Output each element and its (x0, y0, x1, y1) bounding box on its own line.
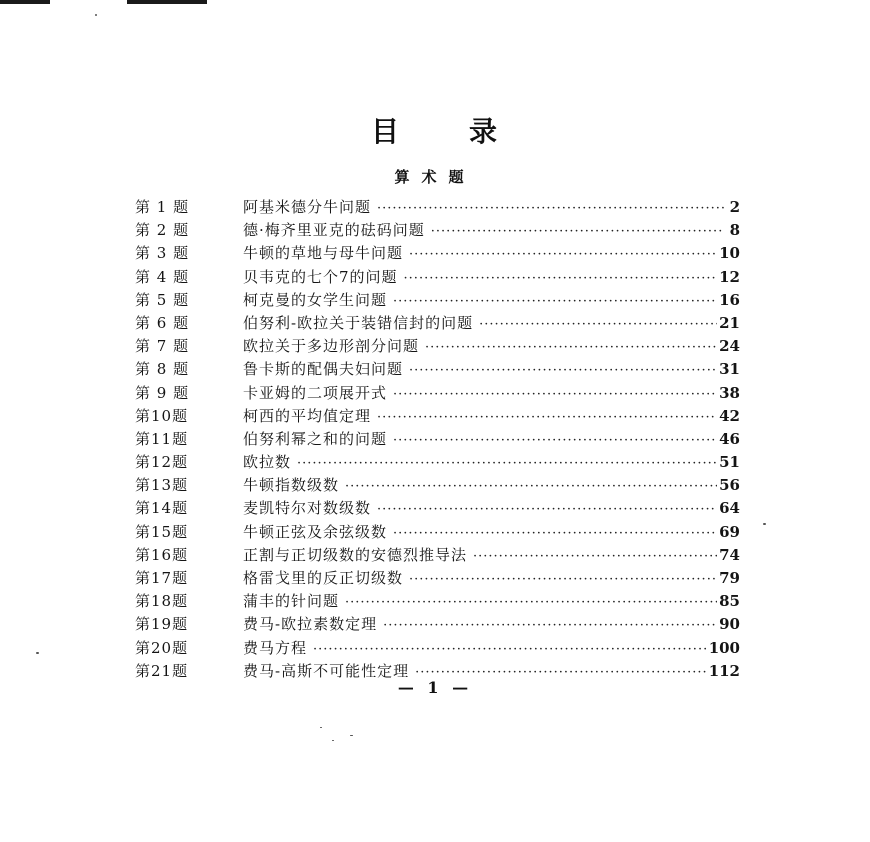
toc-entry-number: 第10题 (135, 406, 189, 425)
toc-entry-title: 麦凯特尔对数级数 (243, 499, 372, 518)
top-rule-left (0, 0, 50, 4)
toc-entry-number: 第14题 (135, 499, 189, 518)
toc-entry-page: 8 (729, 221, 740, 240)
toc-entry-title: 费马-高斯不可能性定理 (243, 661, 410, 680)
toc-entry (135, 428, 740, 451)
toc-entry-title: 柯克曼的女学生问题 (243, 290, 388, 309)
toc-entry-number: 第16题 (135, 545, 189, 564)
toc-leader-dots (409, 363, 717, 378)
scan-speck (320, 727, 322, 728)
toc-entry-title: 费马方程 (243, 638, 308, 657)
toc-entry-title: 正割与正切级数的安德烈推导法 (243, 545, 468, 564)
toc-entry-number: 第11题 (135, 429, 189, 448)
toc-entry-title: 牛顿指数级数 (243, 476, 340, 495)
toc-entry-number: 第13题 (135, 476, 189, 495)
toc-leader-dots (377, 502, 717, 517)
toc-entry-page: 24 (719, 337, 740, 356)
toc-leader-dots (393, 294, 717, 309)
toc-entry-title: 鲁卡斯的配偶夫妇问题 (243, 360, 404, 379)
toc-entry-number: 第12题 (135, 453, 189, 472)
toc-entry-page: 112 (708, 661, 740, 680)
toc-entry-number: 第15题 (135, 522, 189, 541)
toc-entry-title: 德·梅齐里亚克的砝码问题 (243, 221, 425, 240)
toc-entry-page: 46 (719, 429, 740, 448)
toc-entry-page: 2 (729, 198, 740, 216)
toc-leader-dots (409, 247, 717, 262)
toc-leader-dots (409, 572, 717, 587)
toc-entry (135, 382, 740, 405)
toc-leader-dots (393, 387, 717, 402)
toc-leader-dots (313, 642, 707, 657)
toc-entry-page: 42 (719, 406, 740, 425)
page-number: — 1 — (397, 678, 473, 697)
toc-entry-number: 第 1 题 (135, 198, 190, 216)
toc-entry-title: 阿基米德分牛问题 (243, 198, 372, 216)
toc-entry-number: 第 5 题 (135, 290, 190, 309)
toc-entry-page: 38 (719, 383, 740, 402)
scan-speck (332, 740, 334, 741)
toc-leader-dots (345, 595, 717, 610)
toc-entry-title: 蒲丰的针问题 (243, 592, 340, 611)
toc-entry (135, 637, 740, 660)
toc-entry-title: 费马-欧拉素数定理 (243, 615, 378, 634)
toc-entry-number: 第 4 题 (135, 267, 190, 286)
toc-entry-page: 79 (719, 569, 740, 587)
toc-entry-number: 第 8 题 (135, 360, 190, 379)
toc-entry-title: 卡亚姆的二项展开式 (243, 383, 388, 402)
toc-leader-dots (473, 549, 717, 564)
scan-speck (350, 735, 353, 736)
toc-entry-number: 第 9 题 (135, 383, 190, 402)
table-of-contents (135, 196, 740, 683)
toc-entry-number: 第18题 (135, 592, 189, 611)
toc-entry-title: 格雷戈里的反正切级数 (243, 569, 404, 587)
toc-entry (135, 590, 740, 613)
toc-entry-number: 第 3 题 (135, 244, 190, 263)
toc-entry (135, 474, 740, 497)
toc-entry (135, 613, 740, 636)
toc-entry-number: 第 2 题 (135, 221, 190, 240)
toc-leader-dots (431, 224, 724, 239)
toc-entry (135, 567, 740, 590)
toc-entry-page: 74 (719, 545, 740, 564)
toc-entry-title: 牛顿的草地与母牛问题 (243, 244, 404, 263)
top-rule-right (127, 0, 207, 4)
toc-entry (135, 521, 740, 544)
toc-entry-number: 第 7 题 (135, 337, 190, 356)
toc-entry (135, 451, 740, 474)
toc-entry-page: 56 (719, 476, 740, 495)
toc-entry (135, 405, 740, 428)
toc-entry (135, 544, 740, 567)
page-title-char-2: 录 (469, 115, 500, 148)
toc-entry-number: 第17题 (135, 569, 189, 587)
scan-speck (95, 14, 97, 16)
toc-leader-dots (479, 317, 717, 332)
toc-entry-page: 21 (719, 313, 740, 332)
toc-entry-title: 柯西的平均值定理 (243, 406, 372, 425)
toc-entry (135, 358, 740, 381)
toc-entry-title: 贝韦克的七个7的问题 (243, 267, 398, 286)
toc-entry (135, 497, 740, 520)
toc-leader-dots (383, 618, 717, 633)
toc-entry (135, 289, 740, 312)
toc-entry-page: 85 (719, 592, 740, 611)
toc-leader-dots (345, 479, 717, 494)
toc-entry-page: 69 (719, 522, 740, 541)
toc-entry (135, 312, 740, 335)
toc-entry-page: 16 (719, 290, 740, 309)
toc-entry (135, 242, 740, 265)
toc-entry-number: 第21题 (135, 661, 189, 680)
toc-leader-dots (393, 526, 717, 541)
toc-leader-dots (377, 410, 717, 425)
toc-leader-dots (377, 201, 724, 216)
scan-speck (36, 652, 39, 654)
toc-entry-title: 欧拉数 (243, 453, 292, 472)
toc-entry-number: 第20题 (135, 638, 189, 657)
page-title (0, 110, 870, 150)
toc-entry (135, 266, 740, 289)
toc-entry-page: 12 (719, 267, 740, 286)
toc-leader-dots (297, 456, 717, 471)
toc-entry-title: 伯努利幂之和的问题 (243, 429, 388, 448)
toc-entry-title: 欧拉关于多边形剖分问题 (243, 337, 420, 356)
toc-entry-page: 10 (719, 244, 740, 263)
toc-leader-dots (393, 433, 717, 448)
toc-entry (135, 219, 740, 242)
toc-entry-page: 90 (719, 615, 740, 634)
toc-entry-page: 51 (719, 453, 740, 472)
toc-entry-page: 100 (708, 638, 740, 657)
toc-entry (135, 335, 740, 358)
section-heading: 算术题 (394, 168, 476, 186)
toc-entry-title: 伯努利-欧拉关于装错信封的问题 (243, 313, 474, 332)
toc-entry-page: 31 (719, 360, 740, 379)
scan-speck (763, 523, 766, 525)
toc-entry-number: 第19题 (135, 615, 189, 634)
toc-entry-page: 64 (719, 499, 740, 518)
toc-entry-number: 第 6 题 (135, 313, 190, 332)
toc-leader-dots (425, 340, 717, 355)
toc-entry-title: 牛顿正弦及余弦级数 (243, 522, 388, 541)
toc-leader-dots (404, 271, 718, 286)
toc-entry (135, 196, 740, 219)
page-title-char-1: 目 (370, 115, 401, 148)
